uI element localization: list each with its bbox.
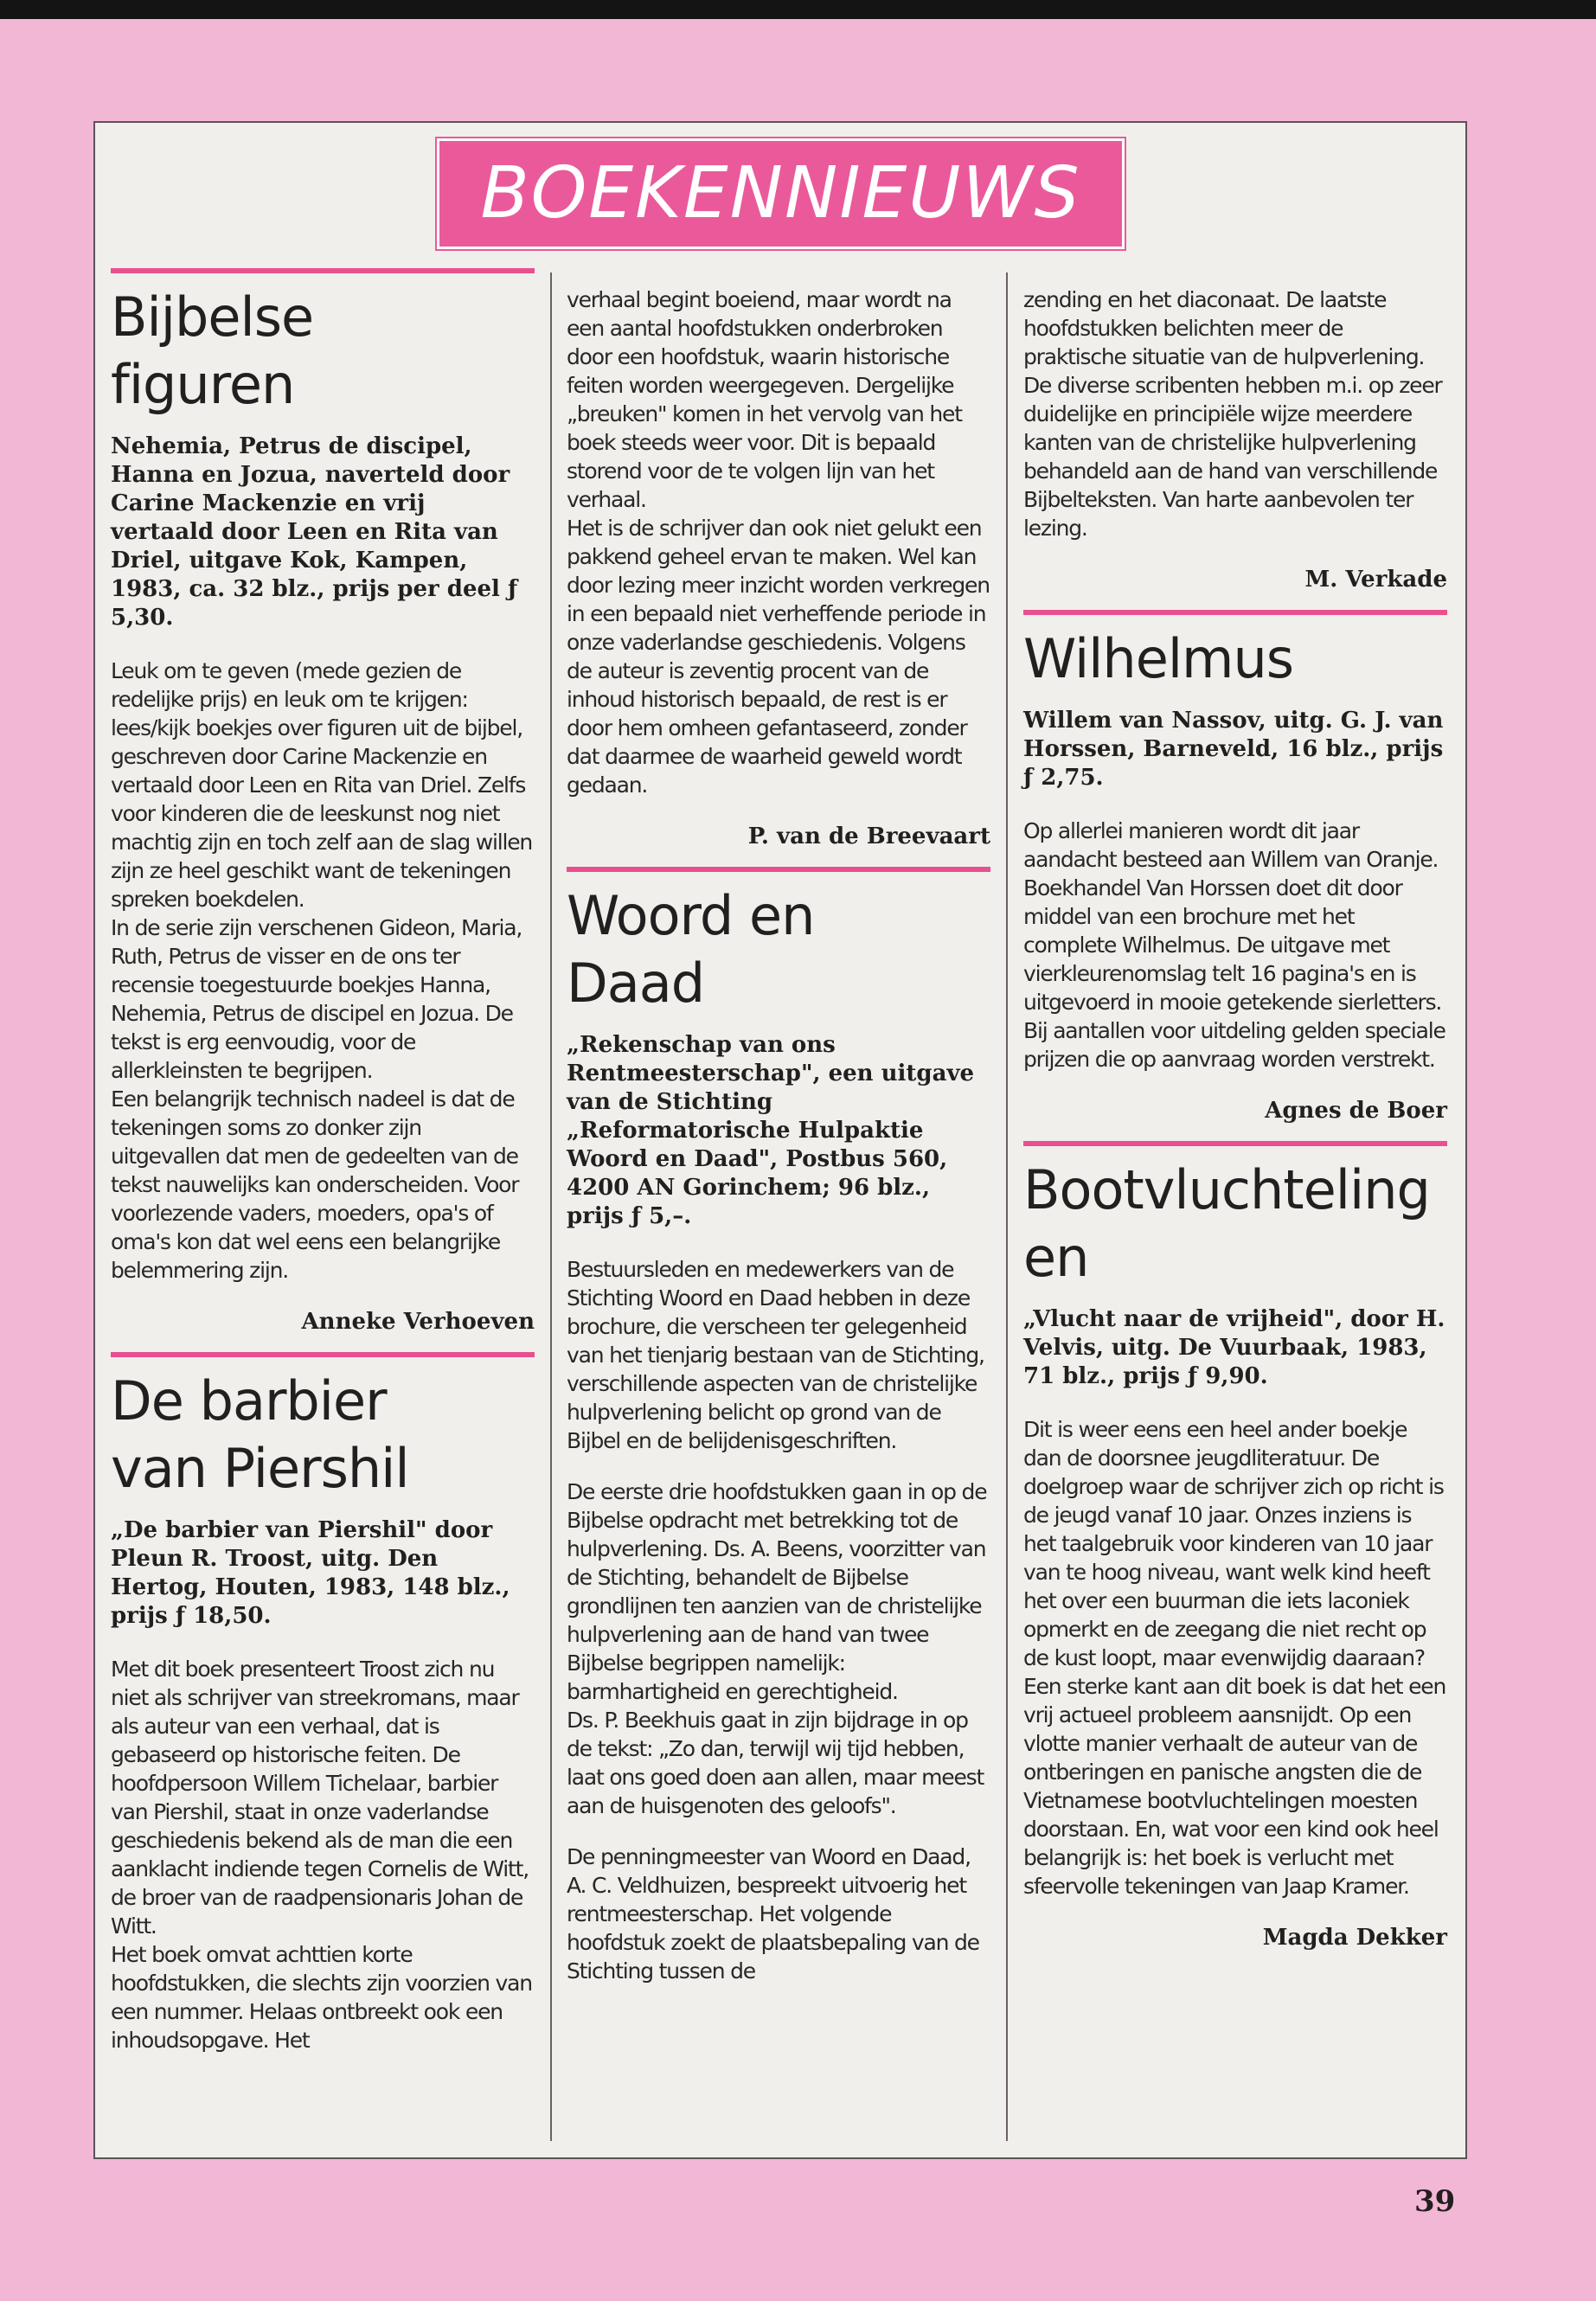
article-body: Op allerlei manieren wordt dit jaar aandacht besteed aan Willem van Oranje. Boekhandel Van Horssen doet dit door middel van een brochure met het complete Wilhelmus. De uitgave met vierkleurenomslag telt 16 pagina's en is uitgevoerd in mooie getekende sierletters. Bij aantallen voor uitdeling gelden speciale prijzen die op aanvraag worden verstrekt. <box>1023 818 1445 1072</box>
article-body: De penningmeester van Woord en Daad, A. C. Veldhuizen, bespreekt uitvoerig het rentmeesterschap. Het volgende hoofdstuk zoekt de plaatsbepaling van de Stichting tussen de <box>567 1844 979 1984</box>
article-meta: „De barbier van Piershil" door Pleun R. Troost, uitg. Den Hertog, Houten, 1983, 148 blz., prijs ƒ 18,50. <box>111 1517 510 1629</box>
article-body: verhaal begint boeiend, maar wordt na een aantal hoofdstukken onderbroken door een hoofdstuk, waarin historische feiten worden weergegeven. Dergelijke „breuken" komen in het vervolg van het boek steeds weer voor. Dit is bepaald storend voor de te volgen lijn van het verhaal. Het is de schrijver dan ook niet gelukt een pakkend geheel ervan te maken. Wel kan door lezing meer inzicht worden verkregen in een bepaald niet verheffende periode in onze vaderlandse geschiedenis. Volgens de auteur is zeventig procent van de inhoud historisch bepaald, de rest is er door hem omheen gefantaseerd, zonder dat daarmee de waarheid geweld wordt gedaan. <box>567 287 990 798</box>
column-divider <box>550 272 552 2141</box>
article-rule <box>1023 610 1447 615</box>
column-divider <box>1006 272 1008 2141</box>
top-border <box>0 0 1596 19</box>
article-meta: „Rekenschap van ons Rentmeesterschap", een uitgave van de Stichting „Reformatorische Hulpaktie Woord en Daad", Postbus 560, 4200 AN Gorinchem; 96 blz., prijs ƒ 5,–. <box>567 1032 975 1229</box>
page-number: 39 <box>1414 2184 1456 2219</box>
article-rule <box>111 268 535 273</box>
article-meta: „Vlucht naar de vrijheid", door H. Velvis, uitg. De Vuurbaak, 1983, 71 blz., prijs ƒ 9,90. <box>1023 1306 1445 1389</box>
column-2 <box>567 285 990 2008</box>
article-author: Anneke Verhoeven <box>301 1309 535 1335</box>
article-rule <box>1023 1141 1447 1146</box>
article-rule <box>567 867 990 872</box>
article-title: De barbier van Piershil <box>111 1369 409 1500</box>
column-1 <box>111 268 535 2077</box>
article-body: Leuk om te geven (mede gezien de redelijke prijs) en leuk om te krijgen: lees/kijk boekjes over figuren uit de bijbel, geschreven door Carine Mackenzie en vertaald door Leen en Rita van Driel. Zelfs voor kinderen die de leeskunst nog niet machtig zijn en toch zelf aan de slag willen zijn ze heel geschikt want de tekeningen spreken boekdelen. In de serie zijn verschenen Gideon, Maria, Ruth, Petrus de visser en de ons ter recensie toegestuurde boekjes Hanna, Nehemia, Petrus de discipel en Jozua. De tekst is erg eenvoudig, voor de allerkleinsten te begrijpen. Een belangrijk technisch nadeel is dat de tekeningen soms zo donker zijn uitgevallen dat men de gedeelten van de tekst nauwelijks kan onderscheiden. Voor voorlezende vaders, moeders, opa's of oma's kon dat wel eens een belangrijke belemmering zijn. <box>111 658 533 1283</box>
article-title: Bootvluchtelingen <box>1023 1158 1430 1289</box>
article-author: Magda Dekker <box>1262 1925 1447 1951</box>
article-title: Wilhelmus <box>1023 627 1294 690</box>
article-body: De eerste drie hoofdstukken gaan in op de Bijbelse opdracht met betrekking tot de hulpverlening. Ds. A. Beens, voorzitter van de Stichting, behandelt de Bijbelse grondlijnen ten aanzien van de christelijke hulpverlening aan de hand van twee Bijbelse begrippen namelijk: barmhartigheid en gerechtigheid. Ds. P. Beekhuis gaat in zijn bijdrage in op de tekst: „Zo dan, terwijl wij tijd hebben, laat ons goed doen aan allen, maar meest aan de huisgenoten des geloofs". <box>567 1479 987 1818</box>
article-author: M. Verkade <box>1304 567 1447 593</box>
article-body: zending en het diaconaat. De laatste hoofdstukken belichten meer de praktische situatie van de hulpverlening. De diverse scribenten hebben m.i. op zeer duidelijke en principiële wijze meerdere kanten van de christelijke hulpverlening behandeld aan de hand van verschillende Bijbelteksten. Van harte aanbevolen ter lezing. <box>1023 287 1442 541</box>
article-meta: Nehemia, Petrus de discipel, Hanna en Jozua, naverteld door Carine Mackenzie en vrij vertaald door Leen en Rita van Driel, uitgave Kok, Kampen, 1983, ca. 32 blz., prijs per deel ƒ 5,30. <box>111 433 518 631</box>
section-banner <box>437 138 1125 249</box>
article-title: Bijbelse figuren <box>111 285 314 416</box>
article-body: Dit is weer eens een heel ander boekje dan de doorsnee jeugdliteratuur. De doelgroep waar de schrijver zich op richt is de jeugd vanaf 10 jaar. Onzes inziens is het taalgebruik voor kinderen van 10 jaar van te hoog niveau, want welk kind heeft het over een buurman die iets laconiek opmerkt en de zeegang die niet recht op de kust loopt, maar evenwijdig daaraan? Een sterke kant aan dit boek is dat het een vrij actueel probleem aansnijdt. Op een vlotte manier verhaalt de auteur van de ontberingen en panische angsten die de Vietnamese bootvluchtelingen moesten doorstaan. En, wat voor een kind ook heel belangrijk is: het boek is verlucht met sfeervolle tekeningen van Jaap Kramer. <box>1023 1417 1446 1899</box>
column-3 <box>1023 285 1447 1968</box>
article-body: Met dit boek presenteert Troost zich nu niet als schrijver van streekromans, maar als auteur van een verhaal, dat is gebaseerd op historische feiten. De hoofdpersoon Willem Tichelaar, barbier van Piershil, staat in onze vaderlandse geschiedenis bekend als de man die een aanklacht indiende tegen Cornelis de Witt, de broer van de raadpensionaris Johan de Witt. Het boek omvat achttien korte hoofdstukken, die slechts zijn voorzien van een nummer. Helaas ontbreekt ook een inhoudsopgave. Het <box>111 1657 532 2053</box>
article-rule <box>111 1352 535 1357</box>
article-author: Agnes de Boer <box>1265 1098 1447 1124</box>
article-author: P. van de Breevaart <box>747 824 990 849</box>
article-meta: Willem van Nassov, uitg. G. J. van Horssen, Barneveld, 16 blz., prijs ƒ 2,75. <box>1023 708 1444 791</box>
article-body: Bestuursleden en medewerkers van de Stichting Woord en Daad hebben in deze brochure, die verscheen ter gelegenheid van het tienjarig bestaan van de Stichting, verschillende aspecten van de christelijke hulpverlening belicht op grond van de Bijbel en de belijdenisgeschriften. <box>567 1257 984 1453</box>
section-title: BOEKENNIEUWS <box>480 152 1081 234</box>
article-title: Woord en Daad <box>567 884 815 1015</box>
